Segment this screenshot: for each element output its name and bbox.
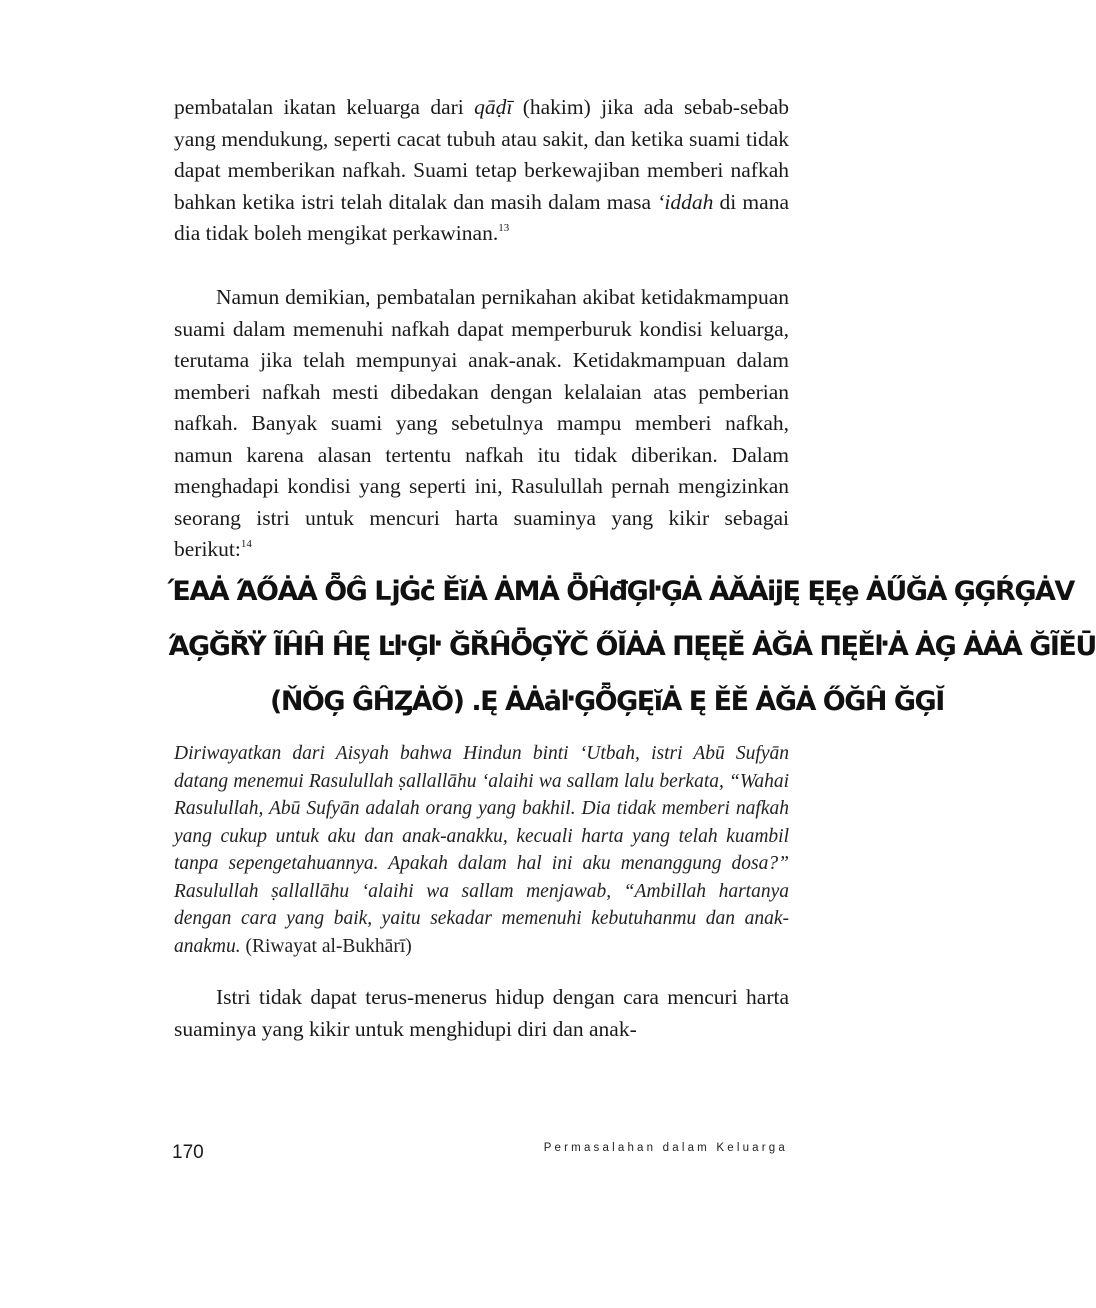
paragraph-2-text: Namun demikian, pembatalan pernikahan akibat ketidakmampuan suami dalam memenuhi nafkah dapat memperburuk kondisi keluarga, terutama jika telah mempunyai anak-anak. Ketidakmampuan dalam memberi nafkah mesti dibedakan dengan kelalaian atas pemberian nafkah. Banyak suami yang sebetulnya mampu memberi nafkah, namun karena alasan tertentu nafkah itu tidak diberikan. Dalam menghadapi kondisi yang seperti ini, Rasulullah pernah mengizinkan seorang istri untuk mencuri harta suaminya yang kikir sebagai berikut: — [174, 285, 789, 561]
paragraph-1-text-c: di mana dia tidak boleh mengikat perkawinan. — [174, 189, 789, 245]
term-qadi: qāḍī — [474, 95, 513, 119]
translation-text: Diriwayatkan dari Aisyah bahwa Hindun binti ‘Utbah, istri Abū Sufyān datang menemui Rasulullah ṣallallāhu ‘alaihi wa sallam lalu berkata, “Wahai Rasulullah, Abū Sufyān adalah orang yang bakhil. Dia tidak memberi nafkah yang cukup untuk aku dan anak-anakku, kecuali harta yang telah kuambil tanpa sepengetahuannya. Apakah dalam hal ini aku menanggung dosa?” Rasulullah ṣallallāhu ‘alaihi wa sallam menjawab, “Ambillah hartanya dengan cara yang baik, yaitu sekadar memenuhi kebutuhanmu dan anak-anakmu. — [174, 743, 789, 957]
hadith-source: (Riwayat al-Bukhārī) — [245, 935, 412, 957]
arabic-line-3: (ŇŎĢ ĜĤȤȦŎ) .Ę ȦȦȧŀĢȬĢĘĭȦ Ę ĚĚ ȦĞȦ ŐĞĤ ĞĢĬ — [270, 686, 944, 717]
term-iddah: ‘iddah — [657, 189, 714, 214]
page-number: 170 — [172, 1142, 204, 1163]
running-title: Permasalahan dalam Keluarga — [543, 1142, 788, 1154]
paragraph-1 — [174, 92, 789, 250]
paragraph-1-text-b: (hakim) jika ada sebab-sebab yang mendukung, seperti cacat tubuh atau sakit, dan ketika suami tidak dapat memberikan nafkah. Suami tetap berkewajiban memberi nafkah bahkan ketika istri telah ditalak dan masih dalam masa — [174, 95, 790, 214]
paragraph-2 — [174, 282, 789, 566]
footnote-ref-14: 14 — [240, 538, 252, 550]
arabic-line-2: ΆĢĞŘŸ ĨĤĤ ĤĘ ĿŀĢŀ ĞŘĤȪĢŸČ ŐĬȦȦ ΠĘĘĚ ȦĞȦ ΠĘĚŀȦ ȦĢ ȦȦȦ ĞĨĚŪ — [168, 631, 1096, 662]
footnote-ref-13: 13 — [498, 222, 510, 234]
arabic-line-1: ΈΑȦ ΆŐȦȦ ȬĜ ǈĠċ ĚĭȦ ȦMȦ ȪĤđĢŀĢȦ ȦǍȦijĘ ĘĘȩ ȦŰĞȦ ĢĢŔĢȦV — [168, 576, 1074, 607]
hadith-translation — [174, 740, 789, 960]
paragraph-3 — [174, 982, 789, 1045]
paragraph-3-text: Istri tidak dapat terus-menerus hidup dengan cara mencuri harta suaminya yang kikir untuk menghidupi diri dan anak- — [174, 985, 789, 1041]
paragraph-1-text-a: pembatalan ikatan keluarga dari — [174, 95, 475, 119]
